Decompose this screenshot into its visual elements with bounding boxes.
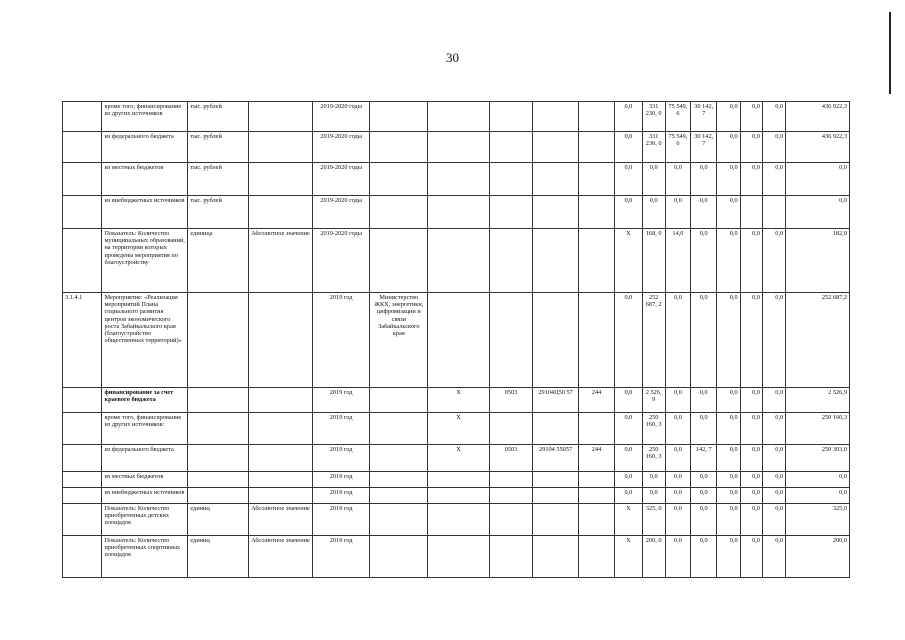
- table-row: [63, 413, 850, 445]
- responsible-cell: [370, 536, 428, 578]
- value-cell: 0,0: [642, 163, 665, 196]
- row-number-cell: [63, 196, 102, 229]
- value-cell: 0,0: [691, 536, 717, 578]
- indicator-type-cell: [249, 472, 313, 488]
- value-cell: 0,0: [615, 293, 642, 388]
- target-item-cell: [533, 536, 579, 578]
- indicator-type-cell: [249, 488, 313, 504]
- section-code-cell: [489, 229, 532, 293]
- period-cell: 2019 год: [312, 472, 370, 488]
- value-cell: 0,0: [665, 388, 690, 413]
- value-cell: 0,0: [642, 196, 665, 229]
- value-cell: 0,0: [615, 132, 642, 163]
- unit-cell: [188, 472, 249, 488]
- value-cell: 0,0: [740, 132, 762, 163]
- value-cell: 0,0: [642, 472, 665, 488]
- value-cell: 0,0: [691, 472, 717, 488]
- row-number-cell: [63, 388, 102, 413]
- table-row: [63, 445, 850, 472]
- unit-cell: [188, 388, 249, 413]
- table-row: [63, 488, 850, 504]
- value-cell: 0,0: [665, 293, 690, 388]
- row-number-cell: [63, 536, 102, 578]
- section-code-cell: [489, 293, 532, 388]
- table-row: [63, 536, 850, 578]
- grbs-cell: X: [428, 413, 490, 445]
- section-code-cell: 0503: [489, 445, 532, 472]
- value-cell: 0,0: [717, 536, 740, 578]
- responsible-cell: [370, 229, 428, 293]
- value-cell: 0,0: [615, 488, 642, 504]
- indicator-type-cell: [249, 388, 313, 413]
- section-code-cell: [489, 102, 532, 132]
- value-cell: X: [615, 536, 642, 578]
- value-cell: 331 230, 0: [642, 132, 665, 163]
- row-name-cell: Показатель: Количество муниципальных образований, на территории которых проведены мероприятия по благоустройству: [102, 229, 188, 293]
- section-code-cell: [489, 488, 532, 504]
- target-item-cell: [533, 504, 579, 536]
- value-cell: 0,0: [740, 445, 762, 472]
- value-cell: [740, 196, 762, 229]
- value-cell: 0,0: [740, 163, 762, 196]
- responsible-cell: Министерство ЖКХ, энергетики, цифровизации и связи Забайкальского края: [370, 293, 428, 388]
- target-item-cell: 29104Ц50 57: [533, 388, 579, 413]
- period-cell: 2019 год: [312, 293, 370, 388]
- value-cell: 0,0: [717, 472, 740, 488]
- total-cell: 250 160,3: [786, 413, 850, 445]
- value-cell: 0,0: [762, 472, 785, 488]
- value-cell: 250 160, 3: [642, 413, 665, 445]
- row-name-cell: кроме того, финансирование из других источников: [102, 102, 188, 132]
- responsible-cell: [370, 472, 428, 488]
- value-cell: 0,0: [615, 102, 642, 132]
- target-item-cell: [533, 472, 579, 488]
- value-cell: 0,0: [717, 504, 740, 536]
- grbs-cell: [428, 293, 490, 388]
- value-cell: 0,0: [717, 488, 740, 504]
- target-item-cell: [533, 132, 579, 163]
- unit-cell: тыс. рублей: [188, 102, 249, 132]
- table-row: [63, 472, 850, 488]
- value-cell: 0,0: [665, 504, 690, 536]
- unit-cell: тыс. рублей: [188, 163, 249, 196]
- value-cell: 252 687, 2: [642, 293, 665, 388]
- table-row: [63, 132, 850, 163]
- value-cell: 0,0: [717, 413, 740, 445]
- section-code-cell: [489, 472, 532, 488]
- budget-table: [62, 101, 850, 578]
- unit-cell: тыс. рублей: [188, 196, 249, 229]
- value-cell: 0,0: [762, 504, 785, 536]
- value-cell: 0,0: [691, 163, 717, 196]
- section-code-cell: [489, 504, 532, 536]
- value-cell: 0,0: [691, 293, 717, 388]
- value-cell: 0,0: [762, 293, 785, 388]
- value-cell: 250 160, 3: [642, 445, 665, 472]
- row-number-cell: [63, 229, 102, 293]
- value-cell: 0,0: [665, 472, 690, 488]
- section-code-cell: 0503: [489, 388, 532, 413]
- responsible-cell: [370, 413, 428, 445]
- value-cell: 0,0: [717, 388, 740, 413]
- row-name-cell: из местных бюджетов: [102, 472, 188, 488]
- indicator-type-cell: [249, 163, 313, 196]
- value-cell: 142, 7: [691, 445, 717, 472]
- row-number-cell: [63, 504, 102, 536]
- row-name-cell: кроме того, финансирование из других источников:: [102, 413, 188, 445]
- indicator-type-cell: [249, 413, 313, 445]
- row-number-cell: [63, 102, 102, 132]
- value-cell: 0,0: [762, 488, 785, 504]
- section-code-cell: [489, 163, 532, 196]
- page-number: 30: [446, 50, 459, 65]
- value-cell: 0,0: [740, 388, 762, 413]
- row-number-cell: [63, 488, 102, 504]
- period-cell: 2019-2020 годы: [312, 163, 370, 196]
- row-number-cell: [63, 163, 102, 196]
- section-code-cell: [489, 413, 532, 445]
- responsible-cell: [370, 132, 428, 163]
- value-cell: 0,0: [665, 488, 690, 504]
- indicator-type-cell: [249, 196, 313, 229]
- row-name-cell: Показатель: Количество приобретенных детских площадок: [102, 504, 188, 536]
- grbs-cell: X: [428, 445, 490, 472]
- value-cell: 0,0: [717, 102, 740, 132]
- value-cell: 0,0: [615, 196, 642, 229]
- unit-cell: [188, 413, 249, 445]
- period-cell: 2019 год: [312, 413, 370, 445]
- total-cell: 0,0: [786, 472, 850, 488]
- responsible-cell: [370, 504, 428, 536]
- table-row: [63, 102, 850, 132]
- indicator-type-cell: [249, 293, 313, 388]
- value-cell: 0,0: [665, 196, 690, 229]
- total-cell: 2 526,9: [786, 388, 850, 413]
- target-item-cell: 29104 55057: [533, 445, 579, 472]
- period-cell: 2019-2020 годы: [312, 102, 370, 132]
- row-name-cell: из внебюджетных источников: [102, 488, 188, 504]
- indicator-type-cell: Абсолютное значение: [249, 504, 313, 536]
- grbs-cell: X: [428, 388, 490, 413]
- value-cell: 2 526, 9: [642, 388, 665, 413]
- grbs-cell: [428, 132, 490, 163]
- grbs-cell: [428, 472, 490, 488]
- responsible-cell: [370, 388, 428, 413]
- grbs-cell: [428, 102, 490, 132]
- unit-cell: единиц: [188, 504, 249, 536]
- total-cell: 250 303,0: [786, 445, 850, 472]
- unit-cell: [188, 445, 249, 472]
- section-code-cell: [489, 536, 532, 578]
- responsible-cell: [370, 163, 428, 196]
- row-name-cell: из федерального бюджета: [102, 132, 188, 163]
- target-item-cell: [533, 413, 579, 445]
- row-number-cell: [63, 413, 102, 445]
- value-cell: 0,0: [615, 388, 642, 413]
- value-cell: 75 549, 6: [665, 132, 690, 163]
- row-number-cell: 3.1.4.1: [63, 293, 102, 388]
- value-cell: 0,0: [762, 132, 785, 163]
- total-cell: 0,0: [786, 488, 850, 504]
- unit-cell: единица: [188, 229, 249, 293]
- value-cell: 0,0: [665, 445, 690, 472]
- expense-type-cell: [578, 196, 614, 229]
- indicator-type-cell: [249, 102, 313, 132]
- value-cell: 0,0: [740, 102, 762, 132]
- value-cell: X: [615, 504, 642, 536]
- value-cell: 325, 0: [642, 504, 665, 536]
- value-cell: 0,0: [691, 504, 717, 536]
- value-cell: 0,0: [740, 488, 762, 504]
- value-cell: 0,0: [717, 163, 740, 196]
- value-cell: 168, 0: [642, 229, 665, 293]
- value-cell: 0,0: [717, 132, 740, 163]
- grbs-cell: [428, 536, 490, 578]
- responsible-cell: [370, 102, 428, 132]
- value-cell: 0,0: [740, 229, 762, 293]
- value-cell: 0,0: [665, 413, 690, 445]
- target-item-cell: [533, 293, 579, 388]
- table-row: [63, 293, 850, 388]
- grbs-cell: [428, 504, 490, 536]
- total-cell: 182,0: [786, 229, 850, 293]
- total-cell: 0,0: [786, 196, 850, 229]
- value-cell: 0,0: [615, 413, 642, 445]
- total-cell: 436 922,3: [786, 132, 850, 163]
- value-cell: 14,0: [665, 229, 690, 293]
- expense-type-cell: [578, 293, 614, 388]
- value-cell: 0,0: [691, 196, 717, 229]
- row-name-cell: финансирование за счет краевого бюджета: [102, 388, 188, 413]
- value-cell: 0,0: [762, 445, 785, 472]
- expense-type-cell: [578, 132, 614, 163]
- value-cell: 0,0: [740, 504, 762, 536]
- grbs-cell: [428, 229, 490, 293]
- indicator-type-cell: [249, 132, 313, 163]
- value-cell: 0,0: [717, 229, 740, 293]
- period-cell: 2019 год: [312, 388, 370, 413]
- target-item-cell: [533, 196, 579, 229]
- value-cell: 0,0: [691, 229, 717, 293]
- expense-type-cell: 244: [578, 388, 614, 413]
- expense-type-cell: [578, 163, 614, 196]
- row-name-cell: из внебюджетных источников: [102, 196, 188, 229]
- value-cell: 0,0: [740, 413, 762, 445]
- value-cell: 30 142, 7: [691, 102, 717, 132]
- value-cell: 0,0: [615, 163, 642, 196]
- total-cell: 436 922,3: [786, 102, 850, 132]
- value-cell: 0,0: [762, 413, 785, 445]
- table-row: [63, 229, 850, 293]
- table-row: [63, 388, 850, 413]
- section-code-cell: [489, 196, 532, 229]
- row-number-cell: [63, 445, 102, 472]
- period-cell: 2019-2020 годы: [312, 229, 370, 293]
- expense-type-cell: [578, 102, 614, 132]
- total-cell: 325,0: [786, 504, 850, 536]
- value-cell: 0,0: [762, 536, 785, 578]
- value-cell: 0,0: [740, 293, 762, 388]
- row-number-cell: [63, 132, 102, 163]
- value-cell: X: [615, 229, 642, 293]
- value-cell: 0,0: [740, 472, 762, 488]
- value-cell: 0,0: [615, 472, 642, 488]
- target-item-cell: [533, 229, 579, 293]
- row-name-cell: Мероприятие: «Реализация мероприятий Плана социального развития центров экономического роста Забайкальского края (благоустройство общественных территорий)»: [102, 293, 188, 388]
- row-name-cell: из местных бюджетов: [102, 163, 188, 196]
- unit-cell: [188, 293, 249, 388]
- value-cell: 0,0: [615, 445, 642, 472]
- total-cell: 200,0: [786, 536, 850, 578]
- expense-type-cell: [578, 536, 614, 578]
- responsible-cell: [370, 196, 428, 229]
- expense-type-cell: 244: [578, 445, 614, 472]
- indicator-type-cell: Абсолютное значение: [249, 229, 313, 293]
- unit-cell: [188, 488, 249, 504]
- table-row: [63, 196, 850, 229]
- value-cell: 0,0: [762, 388, 785, 413]
- value-cell: 0,0: [642, 488, 665, 504]
- row-name-cell: Показатель: Количество приобретенных спортивных площадок: [102, 536, 188, 578]
- indicator-type-cell: [249, 445, 313, 472]
- period-cell: 2019 год: [312, 445, 370, 472]
- unit-cell: тыс. рублей: [188, 132, 249, 163]
- responsible-cell: [370, 445, 428, 472]
- period-cell: 2019 год: [312, 488, 370, 504]
- period-cell: 2019-2020 годы: [312, 132, 370, 163]
- section-code-cell: [489, 132, 532, 163]
- value-cell: 0,0: [665, 163, 690, 196]
- expense-type-cell: [578, 472, 614, 488]
- period-cell: 2019 год: [312, 504, 370, 536]
- grbs-cell: [428, 488, 490, 504]
- value-cell: 0,0: [691, 488, 717, 504]
- value-cell: 30 142, 7: [691, 132, 717, 163]
- period-cell: 2019-2020 годы: [312, 196, 370, 229]
- expense-type-cell: [578, 413, 614, 445]
- expense-type-cell: [578, 229, 614, 293]
- expense-type-cell: [578, 504, 614, 536]
- value-cell: 0,0: [717, 293, 740, 388]
- table-row: [63, 504, 850, 536]
- responsible-cell: [370, 488, 428, 504]
- value-cell: 0,0: [691, 388, 717, 413]
- page-edge-mark: [889, 12, 891, 94]
- period-cell: 2019 год: [312, 536, 370, 578]
- indicator-type-cell: Абсолютное значение: [249, 536, 313, 578]
- grbs-cell: [428, 163, 490, 196]
- value-cell: [762, 196, 785, 229]
- value-cell: 0,0: [717, 445, 740, 472]
- expense-type-cell: [578, 488, 614, 504]
- value-cell: 200, 0: [642, 536, 665, 578]
- value-cell: 0,0: [740, 536, 762, 578]
- unit-cell: единиц: [188, 536, 249, 578]
- table-row: [63, 163, 850, 196]
- value-cell: 0,0: [717, 196, 740, 229]
- value-cell: 75 549, 6: [665, 102, 690, 132]
- value-cell: 0,0: [762, 102, 785, 132]
- value-cell: 0,0: [762, 163, 785, 196]
- target-item-cell: [533, 102, 579, 132]
- total-cell: 252 687,2: [786, 293, 850, 388]
- total-cell: 0,0: [786, 163, 850, 196]
- target-item-cell: [533, 163, 579, 196]
- row-name-cell: из федерального бюджета: [102, 445, 188, 472]
- row-number-cell: [63, 472, 102, 488]
- value-cell: 0,0: [665, 536, 690, 578]
- value-cell: 0,0: [762, 229, 785, 293]
- value-cell: 331 230, 0: [642, 102, 665, 132]
- grbs-cell: [428, 196, 490, 229]
- value-cell: 0,0: [691, 413, 717, 445]
- target-item-cell: [533, 488, 579, 504]
